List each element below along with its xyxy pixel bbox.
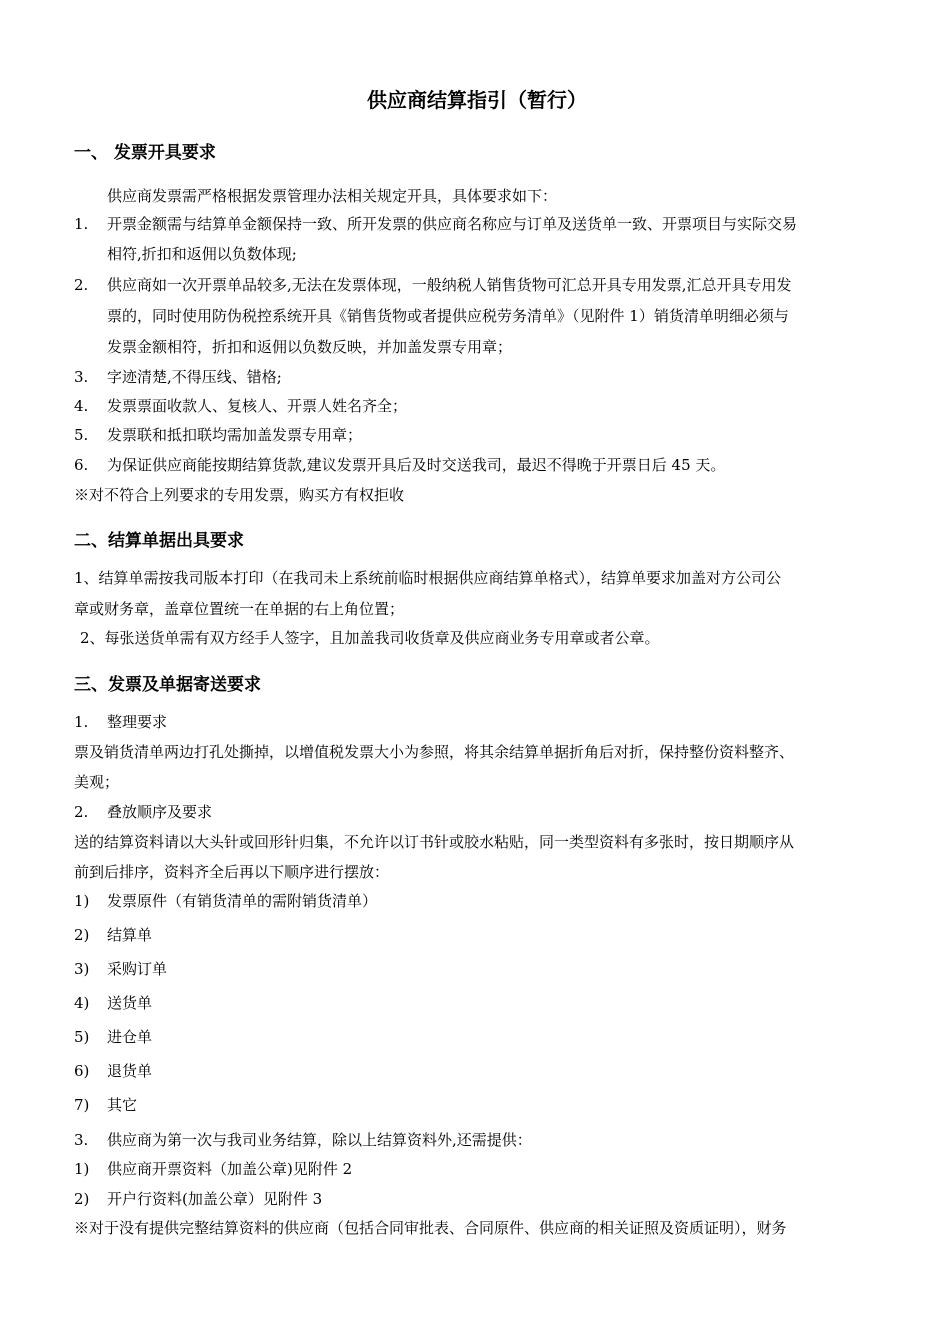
section-2-paragraph-1-cont: 章或财务章，盖章位置统一在单据的右上角位置； [74, 600, 405, 618]
section-3-heading: 三、发票及单据寄送要求 [74, 675, 261, 695]
paragraph: 票及销货清单两边打孔处撕掉，以增值税发票大小为参照，将其余结算单据折角后对折，保持整份资料整齐、 [74, 743, 795, 761]
list-number: 3. [74, 368, 89, 386]
list-item: 4. 发票票面收款人、复核人、开票人姓名齐全； [74, 397, 408, 415]
order-item: 1) 发票原件（有销货清单的需附销货清单） [74, 892, 378, 910]
list-item: 2. 叠放顺序及要求 [74, 803, 213, 821]
paragraph: 送的结算资料请以大头针或回形针归集，不允许以订书针或胶水粘贴，同一类型资料有多张时，按日期顺序从 [74, 833, 795, 851]
list-item-continuation: 票的，同时使用防伪税控系统开具《销售货物或者提供应税劳务清单》（见附件 1）销货清单明细必须与 [107, 307, 789, 325]
section-2-paragraph-2: 2、每张送货单需有双方经手人签字，且加盖我司收货章及供应商业务专用章或者公章。 [80, 629, 660, 647]
list-number: 4. [74, 397, 89, 415]
list-item-continuation: 相符,折扣和返佣以负数体现; [107, 245, 297, 263]
list-item: 1. 开票金额需与结算单金额保持一致、所开发票的供应商名称应与订单及送货单一致、开票项目与实际交易 [74, 215, 798, 233]
section-1-intro: 供应商发票需严格根据发票管理办法相关规定开具，具体要求如下： [107, 187, 558, 205]
section-2-paragraph-1: 1、结算单需按我司版本打印（在我司未上系统前临时根据供应商结算单格式），结算单要求加盖对方公司公 [74, 569, 782, 587]
list-number: 1. [74, 713, 89, 731]
section-2-heading: 二、结算单据出具要求 [74, 531, 244, 551]
list-item-continuation: 发票金额相符，折扣和返佣以负数反映，并加盖发票专用章； [107, 338, 513, 356]
list-number: 2. [74, 276, 89, 294]
section-3-note: ※对于没有提供完整结算资料的供应商（包括合同审批表、合同原件、供应商的相关证照及资质证明），财务 [74, 1219, 787, 1237]
order-item: 3) 采购订单 [74, 960, 168, 978]
list-number: 1. [74, 215, 89, 233]
order-item: 6) 退货单 [74, 1062, 153, 1080]
extra-item: 2) 开户行资料(加盖公章）见附件 3 [74, 1190, 323, 1208]
list-item: 3. 供应商为第一次与我司业务结算，除以上结算资料外,还需提供： [74, 1131, 532, 1149]
list-item: 3. 字迹清楚,不得压线、错格; [74, 368, 282, 386]
section-1-heading: 一、 发票开具要求 [74, 143, 216, 163]
order-item: 2) 结算单 [74, 926, 153, 944]
list-item: 2. 供应商如一次开票单品较多,无法在发票体现，一般纳税人销售货物可汇总开具专用发票,汇总开具专用发 [74, 276, 792, 294]
paragraph: 美观； [74, 773, 120, 791]
extra-item: 1) 供应商开票资料（加盖公章)见附件 2 [74, 1160, 353, 1178]
order-item: 5) 进仓单 [74, 1028, 153, 1046]
list-item: 6. 为保证供应商能按期结算货款,建议发票开具后及时交送我司，最迟不得晚于开票日后 45 天。 [74, 456, 726, 474]
list-number: 3. [74, 1131, 89, 1149]
section-1-note: ※对不符合上列要求的专用发票，购买方有权拒收 [74, 486, 405, 504]
list-item: 1. 整理要求 [74, 713, 168, 731]
list-number: 2. [74, 803, 89, 821]
order-item: 4) 送货单 [74, 994, 153, 1012]
list-number: 5. [74, 426, 89, 444]
list-number: 6. [74, 456, 89, 474]
order-item: 7) 其它 [74, 1096, 138, 1114]
document-title: 供应商结算指引（暂行） [367, 88, 587, 112]
list-item: 5. 发票联和抵扣联均需加盖发票专用章； [74, 426, 363, 444]
paragraph: 前到后排序，资料齐全后再以下顺序进行摆放： [74, 863, 390, 881]
